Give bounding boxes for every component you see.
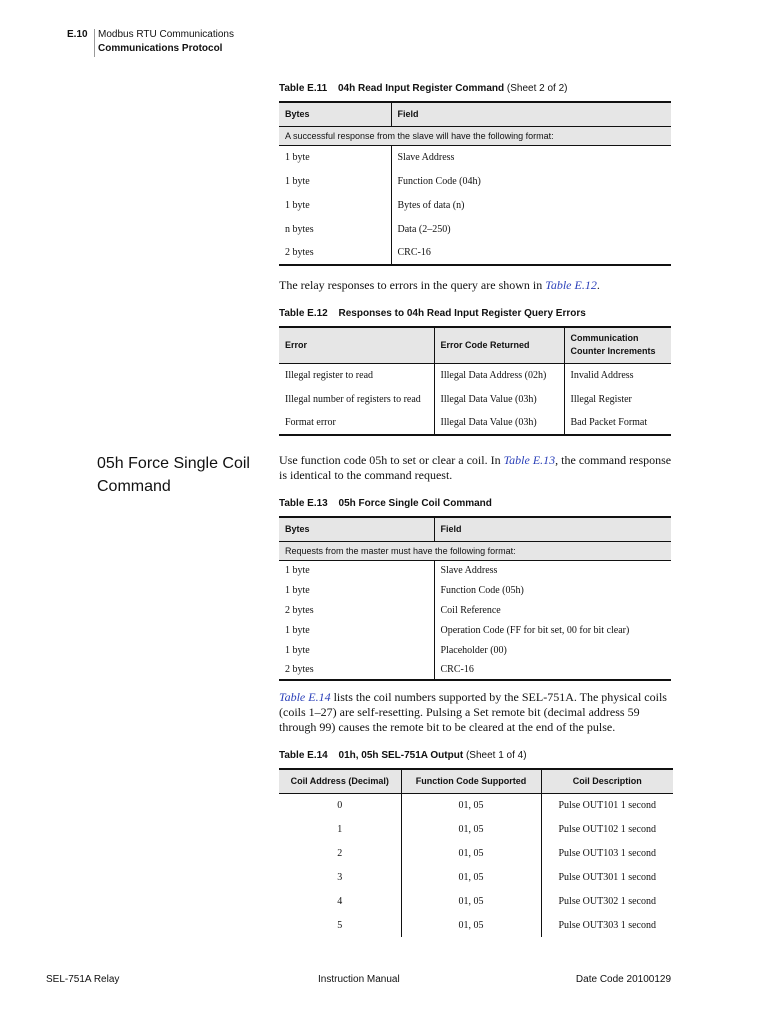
table-cell: CRC-16 — [434, 660, 671, 680]
table-cell: 01, 05 — [401, 913, 541, 937]
column-header: Field — [391, 102, 671, 126]
table-cell: Coil Reference — [434, 600, 671, 620]
table-e13-number: Table E.13 — [279, 498, 328, 509]
footer-document-type: Instruction Manual — [318, 974, 400, 985]
table-e14-number: Table E.14 — [279, 750, 328, 761]
table-row — [279, 411, 671, 435]
table-cell: Invalid Address — [564, 363, 671, 387]
paragraph-text: , the command response is identical to the command request. — [279, 453, 672, 482]
table-cell: Bytes of data (n) — [391, 193, 671, 217]
table-row — [279, 217, 671, 241]
column-header: Error — [279, 327, 434, 363]
column-header: Function Code Supported — [401, 769, 541, 793]
table-cell: Illegal Data Value (03h) — [434, 411, 564, 435]
table-cell: 01, 05 — [401, 889, 541, 913]
table-cell: 1 byte — [285, 175, 310, 187]
page-number: E.10 — [67, 29, 88, 40]
paragraph-text: Use function code 05h to set or clear a coil. In — [279, 453, 504, 467]
table-row — [279, 241, 671, 265]
table-cell: Pulse OUT101 1 second — [541, 793, 673, 817]
table-cell: 2 — [337, 847, 343, 859]
table-cell: Slave Address — [391, 145, 671, 169]
paragraph-error-responses — [279, 278, 679, 293]
table-row — [279, 193, 671, 217]
column-header: Communication Counter Increments — [564, 327, 671, 363]
table-cell: Pulse OUT102 1 second — [541, 817, 673, 841]
table-row — [279, 363, 671, 387]
paragraph-coil-numbers — [279, 690, 673, 735]
table-cell: Format error — [279, 411, 434, 435]
table-cell: 3 — [337, 871, 343, 883]
table-e12-number: Table E.12 — [279, 308, 328, 319]
table-cell: Illegal register to read — [285, 369, 374, 381]
table-e14-title: 01h, 05h SEL-751A Output — [338, 750, 464, 761]
table-cell: 2 bytes — [285, 604, 314, 616]
table-cell: 1 byte — [285, 584, 310, 596]
header-subtitle: Communications Protocol — [98, 43, 223, 54]
paragraph-text: lists the coil numbers supported by the SEL-751A. The physical coils (coils 1–27) are self-resetting. Pulsing a Set remote bit (decimal address 59 through 99) causes the remote bit to be cleared at the end of the pulse. — [279, 690, 667, 734]
table-row — [279, 865, 673, 889]
table-row — [279, 640, 671, 660]
table-e13 — [279, 516, 671, 681]
table-row — [279, 560, 671, 580]
table-e12-link[interactable]: Table E.12 — [545, 278, 597, 292]
table-cell: Illegal Data Address (02h) — [434, 363, 564, 387]
table-cell: 4 — [337, 895, 343, 907]
table-row — [279, 620, 671, 640]
table-e13-link[interactable]: Table E.13 — [503, 453, 556, 467]
table-e11-sheet: (Sheet 2 of 2) — [506, 83, 568, 94]
column-header: Coil Address (Decimal) — [279, 769, 401, 793]
table-e13-caption — [279, 498, 492, 509]
table-cell: Function Code (05h) — [434, 580, 671, 600]
table-cell: 1 byte — [285, 199, 310, 211]
table-row — [279, 841, 673, 865]
table-cell: 2 bytes — [279, 241, 391, 265]
column-header: Bytes — [279, 102, 391, 126]
table-cell: 01, 05 — [401, 841, 541, 865]
column-header: Field — [434, 517, 671, 541]
table-cell: CRC-16 — [391, 241, 671, 265]
table-e13-title: 05h Force Single Coil Command — [338, 498, 492, 509]
table-e14-link[interactable]: Table E.14 — [279, 690, 331, 704]
column-header: Error Code Returned — [434, 327, 564, 363]
table-cell: Pulse OUT301 1 second — [541, 865, 673, 889]
table-cell: Pulse OUT303 1 second — [541, 913, 673, 937]
table-cell: 5 — [337, 919, 343, 931]
section-heading: 05h Force Single Coil Command — [97, 455, 250, 495]
table-cell: Illegal number of registers to read — [285, 393, 421, 405]
table-cell: 01, 05 — [401, 793, 541, 817]
table-row — [279, 600, 671, 620]
header-title: Modbus RTU Communications — [98, 29, 234, 40]
table-cell: Illegal Data Value (03h) — [434, 387, 564, 411]
table-row — [279, 169, 671, 193]
table-e14-sheet: (Sheet 1 of 4) — [465, 750, 527, 761]
table-cell: 1 byte — [285, 624, 310, 636]
table-row — [279, 817, 673, 841]
table-e12-caption — [279, 308, 586, 319]
table-cell: Placeholder (00) — [434, 640, 671, 660]
table-e14-caption — [279, 750, 527, 761]
table-row — [279, 580, 671, 600]
table-cell: Data (2–250) — [391, 217, 671, 241]
table-cell: 01, 05 — [401, 865, 541, 889]
table-e12 — [279, 326, 671, 436]
table-e11-number: Table E.11 — [279, 83, 328, 94]
table-cell: 1 — [337, 823, 343, 835]
table-e14 — [279, 768, 673, 937]
table-row — [279, 793, 673, 817]
table-row — [279, 387, 671, 411]
table-row — [279, 145, 671, 169]
table-cell: Illegal Register — [564, 387, 671, 411]
column-header: Bytes — [279, 517, 434, 541]
table-row — [279, 913, 673, 937]
table-cell: Function Code (04h) — [391, 169, 671, 193]
table-e11-title: 04h Read Input Register Command — [337, 83, 505, 94]
table-row — [279, 889, 673, 913]
table-cell: Slave Address — [434, 560, 671, 580]
table-e11-caption — [279, 83, 567, 94]
paragraph-text: The relay responses to errors in the query are shown in — [279, 278, 546, 292]
table-e11-span-row: A successful response from the slave will have the following format: — [279, 126, 671, 145]
table-cell: 2 bytes — [279, 660, 434, 680]
table-cell: 01, 05 — [401, 817, 541, 841]
table-cell: 1 byte — [285, 151, 310, 163]
table-cell: 1 byte — [285, 644, 310, 656]
table-cell: 0 — [337, 799, 343, 811]
table-row — [279, 660, 671, 680]
header-divider — [94, 29, 95, 57]
table-cell: n bytes — [285, 223, 314, 235]
paragraph-force-single-coil — [279, 453, 679, 483]
table-cell: Bad Packet Format — [564, 411, 671, 435]
table-cell: Pulse OUT302 1 second — [541, 889, 673, 913]
table-e12-title: Responses to 04h Read Input Register Query Errors — [338, 308, 586, 319]
table-cell: Pulse OUT103 1 second — [541, 841, 673, 865]
table-e11 — [279, 101, 671, 266]
column-header: Coil Description — [541, 769, 673, 793]
paragraph-text: . — [596, 278, 600, 292]
table-cell: 1 byte — [285, 564, 310, 576]
table-e13-span-row: Requests from the master must have the following format: — [279, 541, 671, 560]
footer-date-code: Date Code 20100129 — [575, 974, 671, 985]
footer-product: SEL-751A Relay — [46, 974, 120, 985]
table-cell: Operation Code (FF for bit set, 00 for bit clear) — [434, 620, 671, 640]
